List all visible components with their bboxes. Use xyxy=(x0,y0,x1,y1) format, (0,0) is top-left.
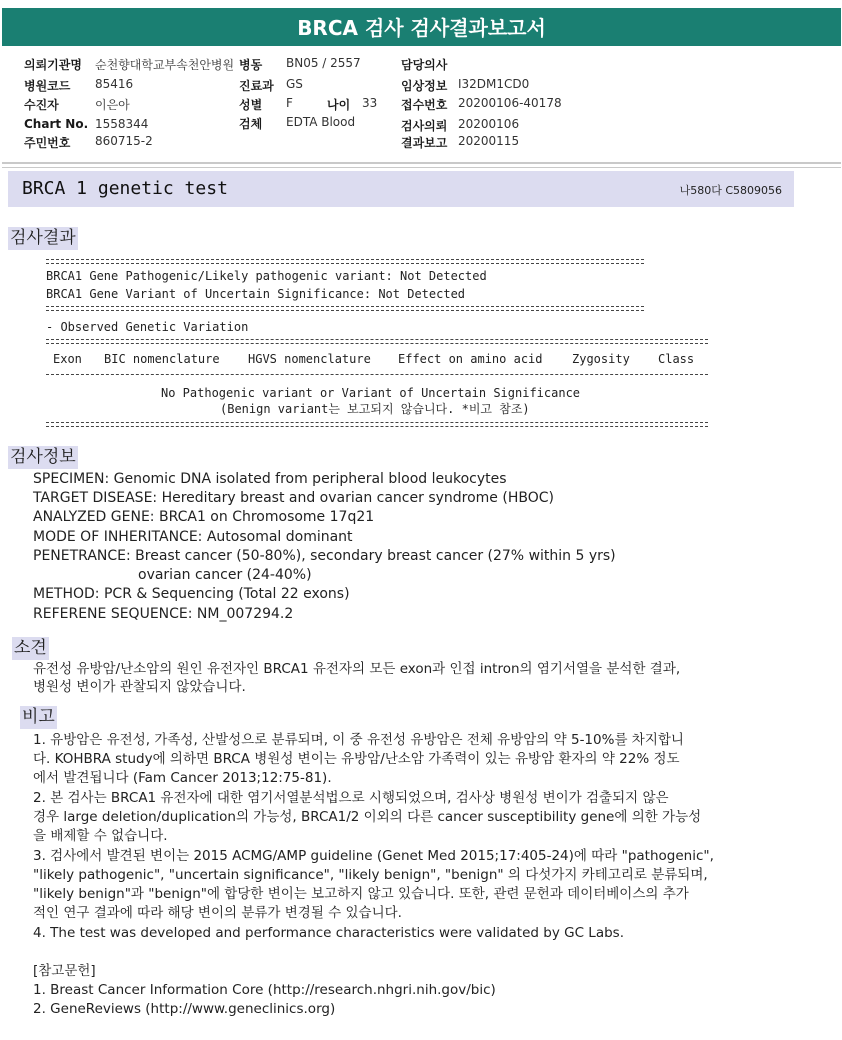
benign-note: (Benign variant는 보고되지 않습니다. *비고 참조) xyxy=(220,402,530,416)
finding-line: 유전성 유방암/난소암의 원인 유전자인 BRCA1 유전자의 모든 exon과 인접 intron의 염기서열을 분석한 결과, xyxy=(33,661,681,677)
info-target-disease: TARGET DISEASE: Hereditary breast and ovarian cancer syndrome (HBOC) xyxy=(33,490,554,506)
remarks-line: 3. 검사에서 발견된 변이는 2015 ACMG/AMP guideline (Genet Med 2015;17:405-24)에 따라 "pathogenic", xyxy=(33,848,714,864)
sex-value: F xyxy=(286,96,293,110)
column-header: Exon xyxy=(53,352,82,366)
department-label: 진료과 xyxy=(239,79,274,93)
info-penetrance-ovarian: ovarian cancer (24-40%) xyxy=(138,567,312,583)
result-heading: 검사결과 xyxy=(10,228,76,248)
receipt-label: 접수번호 xyxy=(401,98,448,112)
info-method: METHOD: PCR & Sequencing (Total 22 exons) xyxy=(33,586,350,602)
divider xyxy=(46,422,708,427)
remarks-line: 다. KOHBRA study에 의하면 BRCA 병원성 변이는 유방암/난소암 가족력이 있는 유방암 환자의 약 22% 정도 xyxy=(33,751,680,767)
column-header: Class xyxy=(658,352,695,366)
divider xyxy=(46,374,708,375)
remarks-line: 경우 large deletion/duplication의 가능성, BRCA1/2 이외의 다른 cancer susceptibility gene에 의한 가능성 xyxy=(33,809,702,825)
report-title: BRCA 검사 검사결과보고서 xyxy=(2,8,841,46)
institution-value: 순천향대학교부속천안병원 xyxy=(95,58,235,72)
finding-heading: 소견 xyxy=(14,638,47,658)
ward-value: BN05 / 2557 xyxy=(286,56,361,70)
request-label: 검사의뢰 xyxy=(401,119,448,133)
doctor-label: 담당의사 xyxy=(401,58,448,72)
chart-label: Chart No. xyxy=(24,117,89,131)
divider xyxy=(46,339,708,344)
clinical-value: I32DM1CD0 xyxy=(458,77,530,91)
request-value: 20200106 xyxy=(458,117,520,131)
remarks-line: 1. 유방암은 유전성, 가족성, 산발성으로 분류되며, 이 중 유전성 유방암은 전체 유방암의 약 5-10%를 차지합니 xyxy=(33,732,684,748)
patient-info-panel xyxy=(2,50,841,164)
info-specimen: SPECIMEN: Genomic DNA isolated from peripheral blood leukocytes xyxy=(33,471,507,487)
hospital-code-value: 85416 xyxy=(95,77,134,91)
recipient-label: 수진자 xyxy=(24,98,59,112)
specimen-label: 검체 xyxy=(239,117,263,131)
report-date-value: 20200115 xyxy=(458,134,520,148)
chart-value: 1558344 xyxy=(95,117,149,131)
column-header: HGVS nomenclature xyxy=(248,352,371,366)
report-date-label: 결과보고 xyxy=(401,136,448,150)
remarks-heading: 비고 xyxy=(22,707,55,727)
hospital-code-label: 병원코드 xyxy=(24,79,71,93)
remarks-line: 4. The test was developed and performance characteristics were validated by GC Labs. xyxy=(33,925,624,941)
result-line-pathogenic: BRCA1 Gene Pathogenic/Likely pathogenic variant: Not Detected xyxy=(46,269,487,283)
info-reference: REFERENE SEQUENCE: NM_007294.2 xyxy=(33,606,294,622)
specimen-value: EDTA Blood xyxy=(286,115,356,129)
info-penetrance: PENETRANCE: Breast cancer (50-80%), secondary breast cancer (27% within 5 yrs) xyxy=(33,548,616,564)
age-value: 33 xyxy=(362,96,378,110)
recipient-value: 이은아 xyxy=(95,98,130,112)
divider xyxy=(46,306,644,311)
institution-label: 의뢰기관명 xyxy=(24,58,82,72)
clinical-label: 임상정보 xyxy=(401,79,448,93)
column-header: BIC nomenclature xyxy=(104,352,220,366)
age-label: 나이 xyxy=(327,98,351,112)
info-heading: 검사정보 xyxy=(10,447,76,467)
column-header: Zygosity xyxy=(572,352,630,366)
remarks-line: 2. 본 검사는 BRCA1 유전자에 대한 염기서열분석법으로 시행되었으며, 검사상 병원성 변이가 검출되지 않은 xyxy=(33,790,669,806)
remarks-line: 을 배제할 수 없습니다. xyxy=(33,828,168,844)
remarks-line: 에서 발견됩니다 (Fam Cancer 2013;12:75-81). xyxy=(33,770,332,786)
info-inheritance: MODE OF INHERITANCE: Autosomal dominant xyxy=(33,529,353,545)
finding-line: 병원성 변이가 관찰되지 않았습니다. xyxy=(33,679,246,695)
no-variant-note: No Pathogenic variant or Variant of Uncertain Significance xyxy=(161,386,581,400)
sex-label: 성별 xyxy=(239,98,263,112)
remarks-line: "likely benign"과 "benign"에 합당한 변이는 보고하지 않고 있습니다. 또한, 관련 문헌과 데이터베이스의 추가 xyxy=(33,886,689,902)
column-header: Effect on amino acid xyxy=(398,352,543,366)
references-heading: [참고문헌] xyxy=(33,963,96,979)
info-analyzed-gene: ANALYZED GENE: BRCA1 on Chromosome 17q21 xyxy=(33,509,375,525)
id-value: 860715-2 xyxy=(95,134,153,148)
id-label: 주민번호 xyxy=(24,136,71,150)
divider xyxy=(46,259,644,264)
ward-label: 병동 xyxy=(239,58,263,72)
result-line-vus: BRCA1 Gene Variant of Uncertain Significance: Not Detected xyxy=(46,287,466,301)
reference-item: 1. Breast Cancer Information Core (http://research.nhgri.nih.gov/bic) xyxy=(33,982,496,998)
test-title: BRCA 1 genetic test xyxy=(22,178,228,199)
reference-item: 2. GeneReviews (http://www.geneclinics.org) xyxy=(33,1001,336,1017)
receipt-value: 20200106-40178 xyxy=(458,96,562,110)
test-title-bar xyxy=(8,171,794,207)
test-code: 나580다 C5809056 xyxy=(679,184,782,197)
observed-variation: - Observed Genetic Variation xyxy=(46,320,249,334)
remarks-line: "likely pathogenic", "uncertain significance", "likely benign", "benign" 의 다섯가지 카테고리로 분류되며, xyxy=(33,867,708,883)
remarks-line: 적인 연구 결과에 따라 해당 변이의 분류가 변경될 수 있습니다. xyxy=(33,905,402,921)
department-value: GS xyxy=(286,77,303,91)
